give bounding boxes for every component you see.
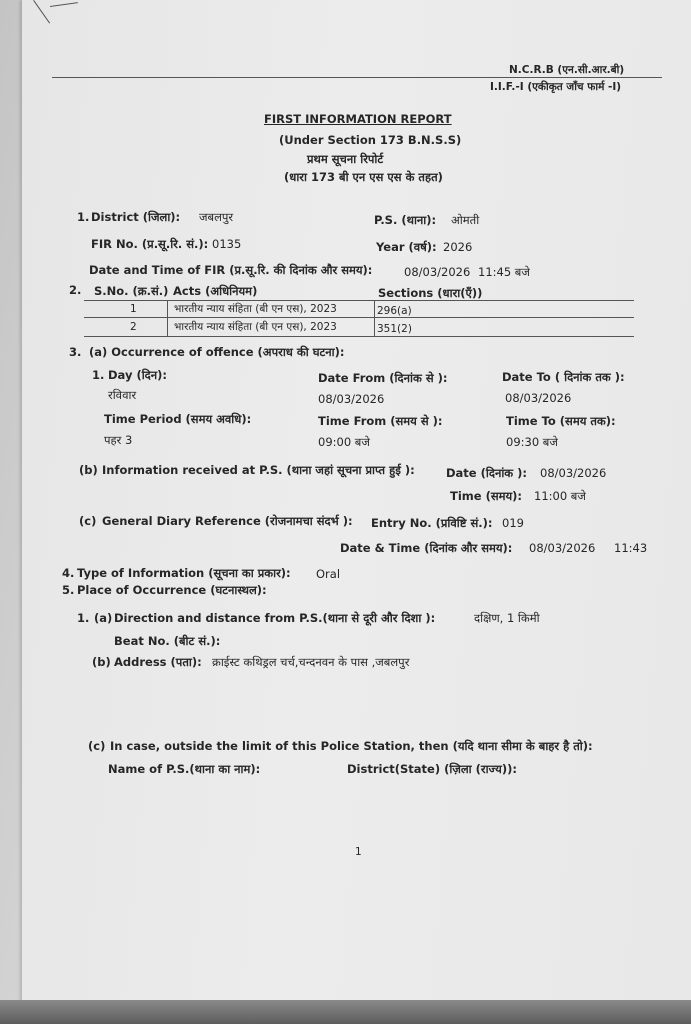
report-title: FIRST INFORMATION REPORT bbox=[264, 112, 452, 126]
report-title-hindi: प्रथम सूचना रिपोर्ट bbox=[307, 152, 384, 166]
info-received-prefix: (b) bbox=[79, 463, 98, 477]
police-station-value: ओमती bbox=[451, 213, 480, 227]
time-from-value: 09:00 बजे bbox=[318, 435, 370, 449]
occurrence-label: (a) Occurrence of offence (अपराध की घटना): bbox=[89, 345, 345, 359]
day-number: 1. bbox=[92, 368, 105, 382]
info-received-time-value: 11:00 बजे bbox=[534, 489, 586, 503]
diary-date-value: 08/03/2026 bbox=[529, 541, 596, 555]
entry-no-value: 019 bbox=[502, 516, 524, 530]
district-label: District (जिला): bbox=[91, 210, 181, 224]
fir-time-value: 11:45 बजे bbox=[478, 265, 530, 279]
time-to-label: Time To (समय तक): bbox=[506, 414, 616, 428]
diary-ref-prefix: (c) bbox=[79, 514, 97, 528]
section-3-number: 3. bbox=[69, 345, 82, 359]
police-station-label: P.S. (थाना): bbox=[374, 213, 437, 227]
time-period-label: Time Period (समय अवधि): bbox=[104, 412, 252, 426]
fir-no-value: 0135 bbox=[212, 237, 242, 251]
info-type-value: Oral bbox=[316, 567, 341, 581]
diary-time-value: 11:43 bbox=[614, 541, 648, 555]
time-to-value: 09:30 बजे bbox=[506, 435, 558, 449]
day-label: Day (दिन): bbox=[108, 368, 168, 382]
place-of-occurrence-label: Place of Occurrence (घटनास्थल): bbox=[77, 583, 267, 597]
ps-name-label: Name of P.S.(थाना का नाम): bbox=[108, 762, 261, 776]
fir-datetime-label: Date and Time of FIR (प्र.सू.रि. की दिनांक और समय): bbox=[89, 263, 373, 277]
info-received-time-label: Time (समय): bbox=[450, 489, 523, 503]
direction-prefix: (a) bbox=[94, 611, 113, 625]
day-value: रविवार bbox=[108, 388, 137, 402]
section-5-number: 5. bbox=[62, 583, 75, 597]
date-from-label: Date From (दिनांक से ): bbox=[318, 371, 448, 385]
time-from-label: Time From (समय से ): bbox=[318, 414, 443, 428]
direction-distance-value: दक्षिण, 1 किमी bbox=[474, 611, 540, 625]
outside-limit-prefix: (c) bbox=[88, 739, 106, 753]
table-cell-act: भारतीय न्याय संहिता (बी एन एस), 2023 bbox=[174, 321, 337, 333]
section-4-number: 4. bbox=[62, 566, 75, 580]
header-rule bbox=[52, 77, 662, 78]
diary-ref-label: General Diary Reference (रोजनामचा संदर्भ ): bbox=[102, 514, 353, 528]
acts-table-acts-header: Acts (अधिनियम) bbox=[173, 284, 258, 298]
address-label: Address (पता): bbox=[114, 655, 202, 669]
entry-no-label: Entry No. (प्रविष्टि सं.): bbox=[371, 516, 493, 530]
table-cell-act: भारतीय न्याय संहिता (बी एन एस), 2023 bbox=[174, 303, 337, 315]
info-received-date-label: Date (दिनांक ): bbox=[446, 466, 527, 480]
iif-label: I.I.F.-I (एकीकृत जाँच फार्म -I) bbox=[490, 81, 622, 93]
place-sub-number: 1. bbox=[77, 611, 90, 625]
date-from-value: 08/03/2026 bbox=[318, 392, 385, 406]
diary-datetime-label: Date & Time (दिनांक और समय): bbox=[340, 541, 513, 555]
year-value: 2026 bbox=[443, 240, 473, 254]
report-under-section-hindi: (धारा 173 बी एन एस एस के तहत) bbox=[284, 170, 443, 184]
table-rule bbox=[167, 300, 168, 336]
beat-no-label: Beat No. (बीट सं.): bbox=[114, 634, 221, 648]
time-period-value: पहर 3 bbox=[104, 433, 133, 447]
address-prefix: (b) bbox=[92, 655, 111, 669]
year-label: Year (वर्ष): bbox=[376, 240, 437, 254]
acts-table-sections-header: Sections (धारा(एँ)) bbox=[378, 286, 483, 300]
fir-date-value: 08/03/2026 bbox=[404, 265, 471, 279]
table-rule bbox=[374, 300, 375, 336]
table-cell-sno: 1 bbox=[130, 303, 137, 315]
page-number: 1 bbox=[355, 846, 362, 858]
paper-fold-mark bbox=[50, 2, 78, 7]
report-under-section: (Under Section 173 B.N.S.S) bbox=[279, 133, 462, 147]
info-received-label: Information received at P.S. (थाना जहां सूचना प्राप्त हुई ): bbox=[102, 463, 415, 477]
acts-table-sno-header: S.No. (क्र.सं.) bbox=[94, 284, 169, 298]
table-rule bbox=[84, 336, 634, 337]
ncrb-label: N.C.R.B (एन.सी.आर.बी) bbox=[509, 64, 625, 76]
date-to-value: 08/03/2026 bbox=[505, 391, 572, 405]
section-2-number: 2. bbox=[69, 283, 82, 297]
outside-limit-label: In case, outside the limit of this Police Station, then (यदि थाना सीमा के बाहर है तो): bbox=[110, 739, 593, 753]
table-cell-section: 351(2) bbox=[377, 323, 412, 335]
date-to-label: Date To ( दिनांक तक ): bbox=[502, 370, 625, 384]
table-cell-sno: 2 bbox=[130, 321, 137, 333]
paper-fold-mark bbox=[33, 0, 50, 24]
fir-no-label: FIR No. (प्र.सू.रि. सं.): bbox=[91, 237, 209, 251]
address-value: क्राईस्ट कथिड्रल चर्च,चन्दनवन के पास ,जबलपुर bbox=[212, 655, 410, 669]
background-surface bbox=[0, 1000, 691, 1024]
table-cell-section: 296(a) bbox=[377, 305, 412, 317]
info-type-label: Type of Information (सूचना का प्रकार): bbox=[77, 566, 291, 580]
section-1-number: 1. bbox=[77, 210, 90, 224]
info-received-date-value: 08/03/2026 bbox=[540, 466, 607, 480]
direction-distance-label: Direction and distance from P.S.(थाना से दूरी और दिशा ): bbox=[114, 611, 436, 625]
district-value: जबलपुर bbox=[199, 210, 234, 224]
paper-sheet bbox=[22, 0, 691, 1002]
district-state-label: District(State) (ज़िला (राज्य)): bbox=[347, 762, 517, 776]
